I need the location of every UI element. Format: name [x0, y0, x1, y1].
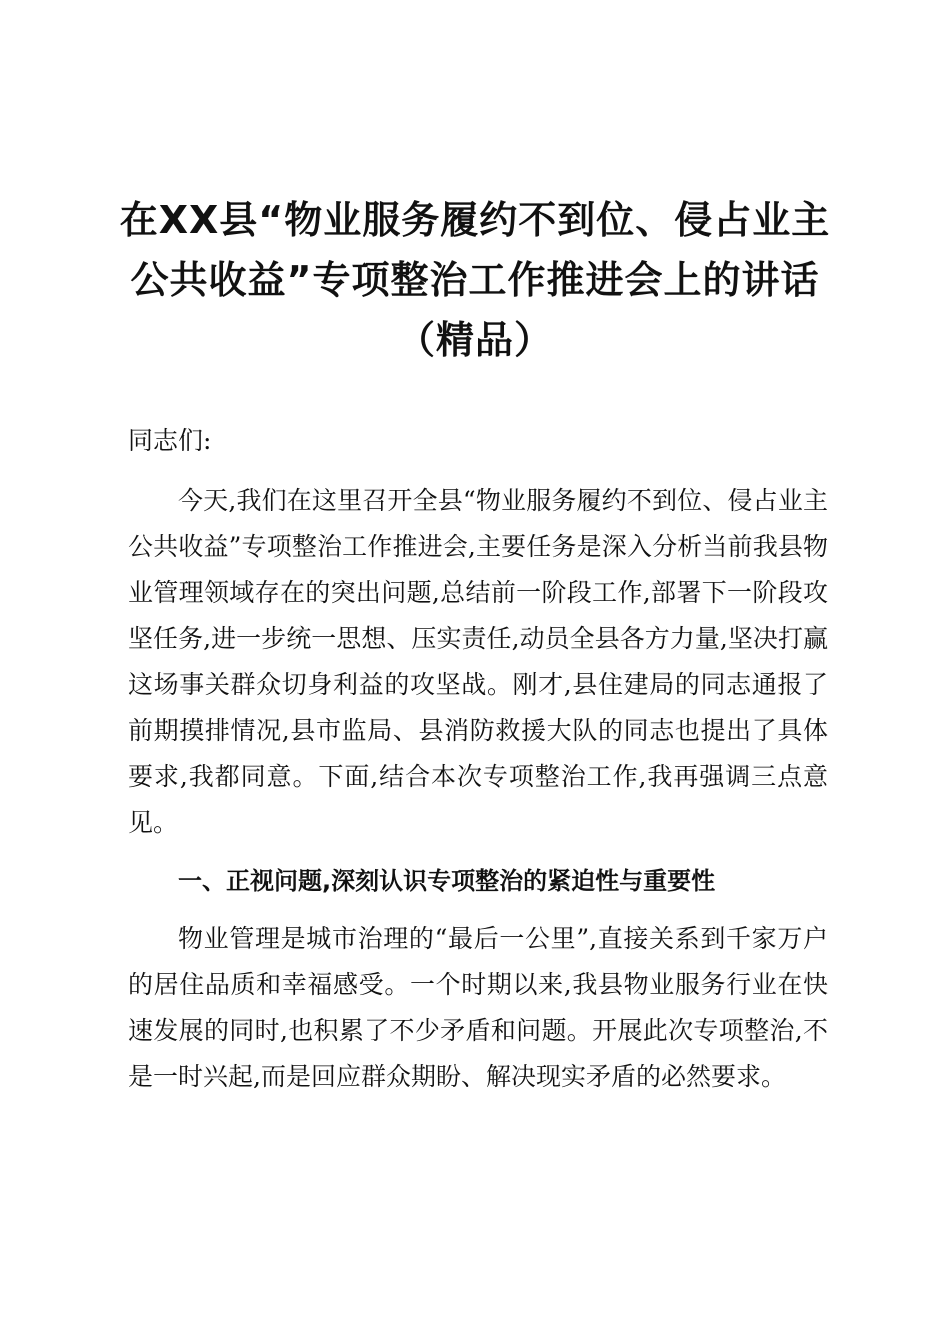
document-body [128, 418, 828, 1112]
title-line-1: 在XX县“物业服务履约不到位、侵占业主 [119, 198, 831, 242]
greeting: 同志们: [128, 426, 212, 455]
paragraph-section-1: 物业管理是城市治理的“最后一公里”,直接关系到千家万户的居住品质和幸福感受。一个时期以来,我县物业服务行业在快速发展的同时,也积累了不少矛盾和问题。开展此次专项整治,不是一时兴起,而是回应群众期盼、解决现实矛盾的必然要求。 [128, 924, 828, 1091]
document-title [100, 190, 850, 370]
title-line-3: （精品） [396, 318, 553, 362]
title-line-2: 公共收益”专项整治工作推进会上的讲话 [130, 258, 820, 302]
paragraph-intro: 今天,我们在这里召开全县“物业服务履约不到位、侵占业主公共收益”专项整治工作推进会,主要任务是深入分析当前我县物业管理领域存在的突出问题,总结前一阶段工作,部署下一阶段攻坚任务,进一步统一思想、压实责任,动员全县各方力量,坚决打赢这场事关群众切身利益的攻坚战。刚才,县住建局的同志通报了前期摸排情况,县市监局、县消防救援大队的同志也提出了具体要求,我都同意。下面,结合本次专项整治工作,我再强调三点意见。 [128, 486, 828, 837]
section-heading-1: 一、正视问题,深刻认识专项整治的紧迫性与重要性 [178, 867, 716, 895]
